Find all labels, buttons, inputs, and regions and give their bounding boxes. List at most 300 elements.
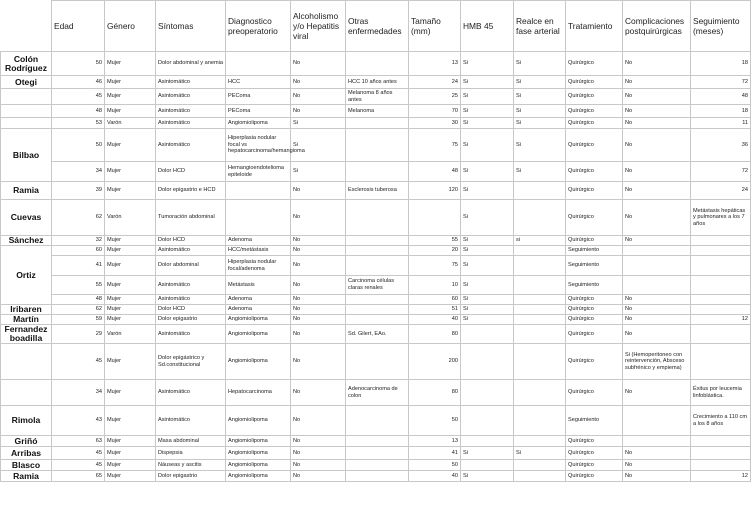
treatment-cell: Quirúrgico [566,182,623,200]
table-row [1,471,751,482]
complications-cell: No [623,118,691,129]
table-row [1,129,751,162]
size-cell: 25 [409,89,461,105]
follow-up-cell [691,295,751,305]
complications-cell: No [623,305,691,315]
author-cell: Griñó [1,436,52,447]
alcohol-hepatitis-cell: No [291,325,346,344]
gender-cell: Mujer [105,162,156,182]
size-cell: 24 [409,76,461,89]
preop-diagnosis-cell: PEComa [226,105,291,118]
complications-cell: No [623,325,691,344]
author-cell: Blasco [1,460,52,471]
arterial-enhancement-cell [514,471,566,482]
gender-cell: Mujer [105,105,156,118]
other-diseases-cell [346,471,409,482]
follow-up-cell [691,436,751,447]
alcohol-hepatitis-cell: No [291,447,346,460]
table-row [1,246,751,256]
hmb45-cell [461,380,514,406]
gender-cell: Mujer [105,246,156,256]
symptoms-cell: Asintomático [156,129,226,162]
other-diseases-cell [346,129,409,162]
preop-diagnosis-cell: Angiomiolipoma [226,344,291,380]
treatment-cell: Seguimiento [566,276,623,295]
complications-cell: No [623,182,691,200]
gender-cell: Varón [105,200,156,236]
other-diseases-cell [346,344,409,380]
arterial-enhancement-cell [514,380,566,406]
alcohol-hepatitis-cell: Si [291,162,346,182]
arterial-enhancement-cell: Si [514,118,566,129]
follow-up-cell: Crecimiento a 110 cm a los 8 años [691,406,751,436]
gender-cell: Mujer [105,236,156,246]
complications-cell: No [623,76,691,89]
other-diseases-cell: Sd. Gilert, EAo. [346,325,409,344]
size-cell: 20 [409,246,461,256]
header-alcohol-hepatitis: Alcoholismo y/o Hepatitis viral [291,1,346,52]
hmb45-cell: Si [461,118,514,129]
other-diseases-cell [346,315,409,325]
treatment-cell: Quirúrgico [566,162,623,182]
other-diseases-cell [346,118,409,129]
table-row [1,460,751,471]
author-cell: Rimola [1,406,52,436]
author-cell: Martín [1,315,52,325]
alcohol-hepatitis-cell: No [291,406,346,436]
hmb45-cell: Si [461,76,514,89]
preop-diagnosis-cell: Angiomiolipoma [226,436,291,447]
arterial-enhancement-cell: Si [514,447,566,460]
header-complications: Complicaciones postquirúrgicas [623,1,691,52]
arterial-enhancement-cell [514,325,566,344]
other-diseases-cell [346,406,409,436]
hmb45-cell: Si [461,162,514,182]
complications-cell: Si (Hemoperitoneo con reintervención, Absceso subfrénico y empiema) [623,344,691,380]
size-cell: 75 [409,129,461,162]
age-cell: 62 [52,200,105,236]
treatment-cell: Quirúrgico [566,380,623,406]
table-row [1,315,751,325]
hmb45-cell: Si [461,236,514,246]
follow-up-cell: 72 [691,76,751,89]
other-diseases-cell: HCC 10 años antes [346,76,409,89]
table-row [1,276,751,295]
author-cell: Arribas [1,447,52,460]
symptoms-cell: Asintomático [156,105,226,118]
header-arterial-enhancement: Realce en fase arterial [514,1,566,52]
gender-cell: Mujer [105,182,156,200]
size-cell: 13 [409,436,461,447]
size-cell: 13 [409,52,461,76]
complications-cell: No [623,295,691,305]
treatment-cell: Quirúrgico [566,471,623,482]
hmb45-cell [461,325,514,344]
age-cell: 34 [52,380,105,406]
gender-cell: Mujer [105,76,156,89]
gender-cell: Mujer [105,89,156,105]
size-cell: 80 [409,380,461,406]
treatment-cell: Quirúrgico [566,236,623,246]
header-symptoms: Síntomas [156,1,226,52]
alcohol-hepatitis-cell: No [291,236,346,246]
arterial-enhancement-cell: Si [514,105,566,118]
gender-cell: Varón [105,325,156,344]
size-cell: 41 [409,447,461,460]
follow-up-cell: 12 [691,315,751,325]
preop-diagnosis-cell: Adenoma [226,236,291,246]
symptoms-cell: Asintomático [156,325,226,344]
other-diseases-cell: Carcinoma células claras renales [346,276,409,295]
arterial-enhancement-cell [514,344,566,380]
other-diseases-cell [346,295,409,305]
header-author [1,1,52,52]
age-cell: 39 [52,182,105,200]
complications-cell [623,276,691,295]
treatment-cell: Quirúrgico [566,295,623,305]
author-cell: Bilbao [1,129,52,182]
follow-up-cell [691,447,751,460]
treatment-cell: Quirúrgico [566,460,623,471]
table-row [1,236,751,246]
author-cell [1,118,52,129]
alcohol-hepatitis-cell: No [291,182,346,200]
symptoms-cell: Masa abdominal [156,436,226,447]
age-cell: 48 [52,295,105,305]
hmb45-cell: Si [461,105,514,118]
gender-cell: Mujer [105,447,156,460]
preop-diagnosis-cell: PEComa [226,89,291,105]
complications-cell: No [623,471,691,482]
arterial-enhancement-cell [514,246,566,256]
follow-up-cell [691,325,751,344]
preop-diagnosis-cell: HCC [226,76,291,89]
gender-cell: Mujer [105,129,156,162]
preop-diagnosis-cell: Adenoma [226,305,291,315]
other-diseases-cell: Esclerosis tuberosa [346,182,409,200]
follow-up-cell: 24 [691,182,751,200]
header-hmb45: HMB 45 [461,1,514,52]
hmb45-cell: Si [461,447,514,460]
preop-diagnosis-cell: Angiomiolipoma [226,118,291,129]
other-diseases-cell [346,246,409,256]
other-diseases-cell: Melanoma [346,105,409,118]
preop-diagnosis-cell: Hiperplasia nodular focal vs hepatocarcinoma/hemangioma [226,129,291,162]
follow-up-cell: 11 [691,118,751,129]
hmb45-cell [461,436,514,447]
header-row [1,1,751,52]
follow-up-cell: 48 [691,89,751,105]
author-cell: Fernandez boadilla [1,325,52,344]
symptoms-cell: Dolor HCD [156,236,226,246]
arterial-enhancement-cell [514,305,566,315]
follow-up-cell: 72 [691,162,751,182]
complications-cell: No [623,162,691,182]
size-cell [409,200,461,236]
age-cell: 55 [52,276,105,295]
complications-cell: No [623,315,691,325]
other-diseases-cell [346,256,409,276]
table-row [1,118,751,129]
other-diseases-cell [346,52,409,76]
complications-cell: No [623,105,691,118]
arterial-enhancement-cell: Si [514,52,566,76]
size-cell: 40 [409,471,461,482]
author-cell [1,89,52,105]
alcohol-hepatitis-cell: No [291,380,346,406]
symptoms-cell: Asintomático [156,118,226,129]
preop-diagnosis-cell: Angiomiolipoma [226,315,291,325]
treatment-cell: Seguimiento [566,406,623,436]
table-row [1,436,751,447]
hmb45-cell: Si [461,129,514,162]
follow-up-cell: 18 [691,52,751,76]
symptoms-cell: Asintomático [156,406,226,436]
preop-diagnosis-cell: Angiomiolipoma [226,447,291,460]
age-cell: 41 [52,256,105,276]
arterial-enhancement-cell [514,200,566,236]
preop-diagnosis-cell: Angiomiolipoma [226,460,291,471]
alcohol-hepatitis-cell: No [291,89,346,105]
table-row [1,406,751,436]
gender-cell: Varón [105,118,156,129]
header-size: Tamaño (mm) [409,1,461,52]
alcohol-hepatitis-cell: No [291,344,346,380]
alcohol-hepatitis-cell: No [291,460,346,471]
other-diseases-cell [346,236,409,246]
other-diseases-cell [346,436,409,447]
size-cell: 50 [409,460,461,471]
alcohol-hepatitis-cell: No [291,315,346,325]
age-cell: 32 [52,236,105,246]
age-cell: 48 [52,105,105,118]
table-row [1,325,751,344]
treatment-cell: Quirúrgico [566,325,623,344]
follow-up-cell: 36 [691,129,751,162]
follow-up-cell: 12 [691,471,751,482]
follow-up-cell: Éxitus por leucemia linfoblástica. [691,380,751,406]
table-row [1,76,751,89]
age-cell: 50 [52,129,105,162]
follow-up-cell [691,344,751,380]
preop-diagnosis-cell: Metástasis [226,276,291,295]
size-cell: 80 [409,325,461,344]
age-cell: 45 [52,460,105,471]
age-cell: 59 [52,315,105,325]
size-cell: 60 [409,295,461,305]
size-cell: 200 [409,344,461,380]
arterial-enhancement-cell [514,436,566,447]
author-cell: Ortiz [1,246,52,305]
age-cell: 50 [52,52,105,76]
other-diseases-cell [346,200,409,236]
author-cell: Colón Rodríguez [1,52,52,76]
arterial-enhancement-cell [514,276,566,295]
age-cell: 46 [52,76,105,89]
size-cell: 30 [409,118,461,129]
hmb45-cell: Si [461,52,514,76]
alcohol-hepatitis-cell: Si [291,118,346,129]
arterial-enhancement-cell: Si [514,162,566,182]
symptoms-cell: Asintomático [156,76,226,89]
author-cell [1,380,52,406]
size-cell: 40 [409,315,461,325]
follow-up-cell: 18 [691,105,751,118]
arterial-enhancement-cell: si [514,236,566,246]
treatment-cell: Quirúrgico [566,105,623,118]
treatment-cell: Quirúrgico [566,200,623,236]
preop-diagnosis-cell [226,52,291,76]
age-cell: 53 [52,118,105,129]
follow-up-cell [691,276,751,295]
size-cell: 75 [409,256,461,276]
alcohol-hepatitis-cell: No [291,76,346,89]
age-cell: 45 [52,344,105,380]
table-row [1,162,751,182]
complications-cell [623,256,691,276]
complications-cell: No [623,89,691,105]
follow-up-cell [691,460,751,471]
author-cell: Cuevas [1,200,52,236]
treatment-cell: Quirúrgico [566,315,623,325]
symptoms-cell: Tumoración abdominal [156,200,226,236]
table-row [1,344,751,380]
preop-diagnosis-cell: Hepatocarcinoma [226,380,291,406]
symptoms-cell: Dispepsia [156,447,226,460]
header-treatment: Tratamiento [566,1,623,52]
gender-cell: Mujer [105,315,156,325]
size-cell: 120 [409,182,461,200]
hmb45-cell: Si [461,276,514,295]
table-body [1,52,751,482]
arterial-enhancement-cell [514,460,566,471]
alcohol-hepatitis-cell: No [291,256,346,276]
gender-cell: Mujer [105,256,156,276]
complications-cell [623,406,691,436]
table-row [1,89,751,105]
other-diseases-cell: Melanoma 8 años antes [346,89,409,105]
age-cell: 43 [52,406,105,436]
size-cell: 10 [409,276,461,295]
other-diseases-cell: Adenocarcinoma de colon [346,380,409,406]
arterial-enhancement-cell [514,315,566,325]
complications-cell: No [623,447,691,460]
table-row [1,52,751,76]
age-cell: 34 [52,162,105,182]
preop-diagnosis-cell: Angiomiolipoma [226,406,291,436]
size-cell: 50 [409,406,461,436]
gender-cell: Mujer [105,295,156,305]
hmb45-cell: Si [461,89,514,105]
symptoms-cell: Asintomático [156,295,226,305]
preop-diagnosis-cell [226,182,291,200]
treatment-cell: Seguimiento [566,246,623,256]
header-other-diseases: Otras enfermedades [346,1,409,52]
gender-cell: Mujer [105,460,156,471]
age-cell: 45 [52,447,105,460]
symptoms-cell: Asintomático [156,89,226,105]
age-cell: 65 [52,471,105,482]
complications-cell: No [623,129,691,162]
age-cell: 45 [52,89,105,105]
arterial-enhancement-cell: Si [514,76,566,89]
alcohol-hepatitis-cell: No [291,276,346,295]
symptoms-cell: Asintomático [156,246,226,256]
author-cell [1,344,52,380]
table-row [1,447,751,460]
follow-up-cell [691,236,751,246]
hmb45-cell: Si [461,471,514,482]
header-gender: Género [105,1,156,52]
table-row [1,295,751,305]
size-cell: 70 [409,105,461,118]
follow-up-cell [691,246,751,256]
symptoms-cell: Dolor HCD [156,162,226,182]
other-diseases-cell [346,460,409,471]
symptoms-cell: Náuseas y ascitis [156,460,226,471]
table-row [1,256,751,276]
table-row [1,305,751,315]
treatment-cell: Quirúrgico [566,447,623,460]
other-diseases-cell [346,447,409,460]
symptoms-cell: Asintomático [156,380,226,406]
hmb45-cell: Si [461,182,514,200]
hmb45-cell: Si [461,256,514,276]
size-cell: 55 [409,236,461,246]
follow-up-cell [691,305,751,315]
table-row [1,380,751,406]
alcohol-hepatitis-cell: Si [291,129,346,162]
treatment-cell: Quirúrgico [566,76,623,89]
header-preop-diagnosis: Diagnostico preoperatorio [226,1,291,52]
gender-cell: Mujer [105,380,156,406]
symptoms-cell: Dolor epigastrio e HCD [156,182,226,200]
author-cell: Ramia [1,471,52,482]
complications-cell: No [623,460,691,471]
alcohol-hepatitis-cell: No [291,471,346,482]
treatment-cell: Quirúrgico [566,52,623,76]
arterial-enhancement-cell [514,182,566,200]
alcohol-hepatitis-cell: No [291,52,346,76]
complications-cell: No [623,52,691,76]
hmb45-cell: Si [461,315,514,325]
arterial-enhancement-cell [514,406,566,436]
symptoms-cell: Dolor epigastrio [156,471,226,482]
symptoms-cell: Dolor epigastrio [156,315,226,325]
other-diseases-cell [346,162,409,182]
arterial-enhancement-cell [514,295,566,305]
age-cell: 60 [52,246,105,256]
complications-cell: No [623,200,691,236]
hmb45-cell: Si [461,246,514,256]
follow-up-cell [691,256,751,276]
alcohol-hepatitis-cell: No [291,295,346,305]
hmb45-cell: Si [461,305,514,315]
treatment-cell: Quirúrgico [566,436,623,447]
gender-cell: Mujer [105,436,156,447]
hmb45-cell [461,460,514,471]
gender-cell: Mujer [105,344,156,380]
symptoms-cell: Dolor HCD [156,305,226,315]
alcohol-hepatitis-cell: No [291,436,346,447]
age-cell: 62 [52,305,105,315]
hmb45-cell [461,406,514,436]
complications-cell: No [623,380,691,406]
complications-cell [623,246,691,256]
arterial-enhancement-cell [514,256,566,276]
treatment-cell: Quirúrgico [566,305,623,315]
alcohol-hepatitis-cell: No [291,200,346,236]
